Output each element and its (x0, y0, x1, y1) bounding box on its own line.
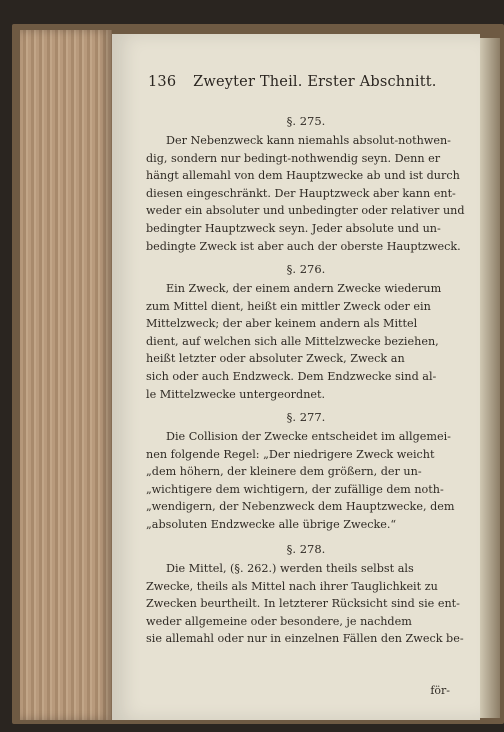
section-276 (146, 260, 466, 403)
text-line: dig, sondern nur bedingt-nothwendig seyn. Denn er (146, 151, 441, 165)
text-line: Zwecke, theils als Mittel nach ihrer Tauglichkeit zu (146, 579, 438, 593)
page-edge (480, 38, 500, 718)
catchword: för- (430, 684, 450, 697)
text-line: Die Mittel, (§. 262.) werden theils selbst als (166, 562, 414, 575)
running-title: Zweyter Theil. Erster Abschnitt. (193, 74, 437, 90)
paragraph (146, 280, 466, 403)
text-line: weder allgemeine oder besondere, je nachdem (146, 614, 412, 628)
text-line: Der Nebenzweck kann niemahls absolut-nothwen- (166, 134, 451, 147)
text-line: heißt letzter oder absoluter Zweck, Zweck an (146, 352, 405, 366)
text-line: „wichtigere dem wichtigern, der zufällige dem noth- (146, 482, 444, 496)
paragraph (146, 428, 466, 534)
book-page (112, 34, 480, 720)
text-line: weder ein absoluter und unbedingter oder relativer und (146, 204, 465, 218)
text-line: hängt allemahl von dem Hauptzwecke ab und ist durch (146, 169, 460, 183)
section-title: §. 276. (286, 262, 326, 276)
text-line: Die Collision der Zwecke entscheidet im allgemei- (166, 430, 451, 443)
text-line: Ein Zweck, der einem andern Zwecke wiederum (166, 282, 442, 295)
section-278 (146, 540, 466, 648)
section-title: §. 277. (286, 410, 326, 424)
text-line: nen folgende Regel: „Der niedrigere Zweck weicht (146, 447, 435, 461)
text-line: sie allemahl oder nur in einzelnen Fällen den Zweck be- (146, 632, 464, 646)
text-line: sich oder auch Endzweck. Dem Endzwecke sind al- (146, 369, 437, 383)
section-275 (146, 112, 466, 255)
text-line: „dem höhern, der kleinere dem größern, der un- (146, 465, 422, 479)
text-line: bedingte Zweck ist aber auch der oberste Hauptzweck. (146, 239, 461, 253)
text-line: diesen eingeschränkt. Der Hauptzweck aber kann ent- (146, 186, 456, 200)
section-277 (146, 408, 466, 534)
text-line: bedingter Hauptzweck seyn. Jeder absolute und un- (146, 221, 441, 235)
section-title: §. 275. (286, 114, 326, 128)
text-line: Zwecken beurtheilt. In letzterer Rücksicht sind sie ent- (146, 597, 460, 611)
text-line: „wendigern, der Nebenzweck dem Hauptzwecke, dem (146, 500, 455, 514)
page-number: 136 (148, 74, 177, 90)
section-title: §. 278. (286, 542, 326, 556)
running-header (148, 74, 464, 90)
text-line: Mittelzweck; der aber keinem andern als Mittel (146, 317, 418, 331)
paragraph (146, 132, 466, 255)
text-line: dient, auf welchen sich alle Mittelzwecke beziehen, (146, 334, 439, 348)
book-gutter (20, 30, 112, 720)
text-line: „absoluten Endzwecke alle übrige Zwecke.“ (146, 517, 397, 531)
text-line: le Mittelzwecke untergeordnet. (146, 387, 326, 401)
text-line: zum Mittel dient, heißt ein mittler Zweck oder ein (146, 299, 431, 313)
paragraph (146, 560, 466, 648)
